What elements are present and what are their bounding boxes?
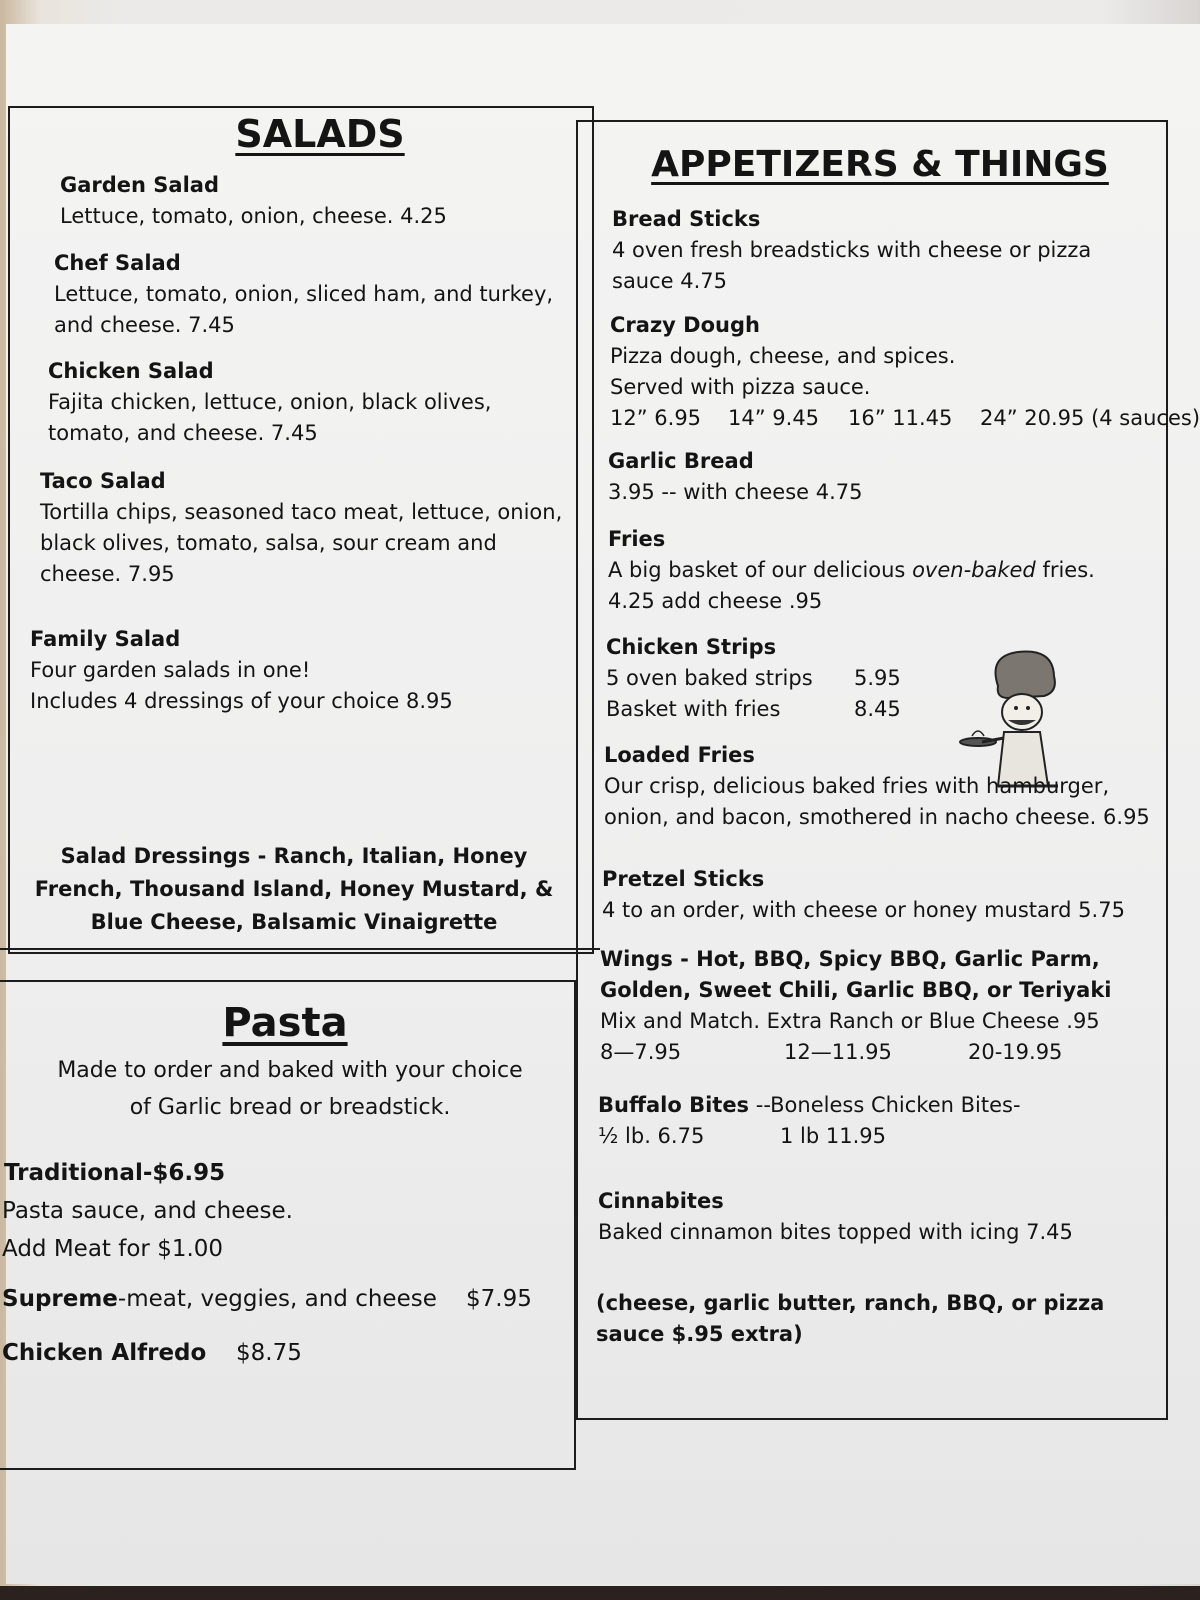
price-row: [598, 1121, 1021, 1152]
sauces-note: [596, 1288, 1104, 1350]
price-row: [600, 1037, 1112, 1068]
item-name: Chicken Salad: [48, 359, 214, 383]
item-name: Chef Salad: [54, 251, 181, 275]
item-description: Served with pizza sauce.: [610, 375, 871, 399]
item-description: Four garden salads in one!: [30, 658, 311, 682]
option-price: 12—11.95: [784, 1040, 892, 1064]
dressings-line: French, Thousand Island, Honey Mustard, &: [34, 877, 554, 901]
item-description: onion, and bacon, smothered in nacho cheese. 6.95: [604, 805, 1150, 829]
menu-item-fries: [608, 524, 1095, 617]
text: fries.: [1035, 558, 1095, 582]
item-price: -$6.95: [142, 1160, 226, 1186]
pasta-intro: [20, 1052, 560, 1126]
item-price: $7.95: [466, 1286, 532, 1312]
item-description: Lettuce, tomato, onion, cheese. 4.25: [60, 204, 447, 228]
salads-title: SALADS: [235, 112, 405, 156]
size-price: 12” 6.95: [610, 406, 702, 430]
item-description: Fajita chicken, lettuce, onion, black olives,: [48, 390, 492, 414]
item-description: [608, 555, 1095, 586]
item-description: cheese. 7.95: [40, 562, 175, 586]
item-title: [598, 1090, 1021, 1121]
item-name: Golden, Sweet Chili, Garlic BBQ, or Teriyaki: [600, 978, 1112, 1002]
divider: [0, 948, 600, 950]
menu-item-pretzel-sticks: [602, 864, 1125, 926]
item-name: Garden Salad: [60, 173, 219, 197]
option-price: 1 lb 11.95: [780, 1124, 886, 1148]
size-price: 16” 11.45: [848, 406, 953, 430]
item-description: and cheese. 7.45: [54, 313, 235, 337]
menu-item-crazy-dough: [610, 310, 1200, 434]
note-line: sauce $.95 extra): [596, 1322, 803, 1346]
dressings-line: Salad Dressings - Ranch, Italian, Honey: [60, 844, 528, 868]
pasta-intro-line: Made to order and baked with your choice: [57, 1058, 523, 1083]
item-description: Lettuce, tomato, onion, sliced ham, and turkey,: [54, 282, 554, 306]
menu-item-chef-salad: [54, 248, 553, 341]
item-description: --Boneless Chicken Bites-: [749, 1093, 1021, 1117]
item-name: Crazy Dough: [610, 313, 760, 337]
option-label: Basket with fries: [606, 697, 781, 721]
item-description: Pasta sauce, and cheese.: [2, 1198, 293, 1224]
option-label: 5 oven baked strips: [606, 666, 813, 690]
pasta-intro-line: of Garlic bread or breadstick.: [129, 1095, 451, 1120]
item-description: Includes 4 dressings of your choice 8.95: [30, 689, 453, 713]
salad-dressings-note: [24, 840, 564, 939]
menu-item-bread-sticks: [612, 204, 1091, 297]
menu-item-buffalo-bites: [598, 1090, 1021, 1152]
menu-item-family-salad: [30, 624, 453, 717]
option-price: 20-19.95: [968, 1040, 1063, 1064]
item-description: Tortilla chips, seasoned taco meat, lettuce, onion,: [40, 500, 563, 524]
menu-item-chicken-strips: [606, 632, 901, 725]
menu-item-taco-salad: [40, 466, 562, 590]
item-name: Loaded Fries: [604, 743, 755, 767]
item-name: Family Salad: [30, 627, 181, 651]
item-description: -meat, veggies, and cheese: [117, 1286, 437, 1312]
item-name: Fries: [608, 527, 666, 551]
menu-item-loaded-fries: [604, 740, 1150, 833]
item-description: 4 oven fresh breadsticks with cheese or pizza: [612, 238, 1092, 262]
size-price: 14” 9.45: [728, 406, 820, 430]
pasta-title: Pasta: [222, 1000, 348, 1046]
item-description: Our crisp, delicious baked fries with hamburger,: [604, 774, 1110, 798]
menu-item-supreme: [2, 1286, 437, 1312]
size-price: 24” 20.95 (4 sauces): [980, 406, 1200, 430]
item-description: 3.95 -- with cheese 4.75: [608, 480, 863, 504]
item-name: Buffalo Bites: [598, 1093, 750, 1117]
dressings-line: Blue Cheese, Balsamic Vinaigrette: [90, 910, 498, 934]
item-description: Mix and Match. Extra Ranch or Blue Cheese .95: [600, 1009, 1100, 1033]
item-price: $8.75: [236, 1340, 302, 1366]
option-price: 8.45: [854, 697, 901, 721]
option-price: ½ lb. 6.75: [598, 1124, 705, 1148]
menu-item-traditional: [4, 1160, 225, 1186]
menu-item-chicken-alfredo: [2, 1340, 206, 1366]
menu-item-cinnabites: [598, 1186, 1073, 1248]
menu-item-wings: [600, 944, 1112, 1068]
item-description: 4.25 add cheese .95: [608, 589, 823, 613]
price-row: [606, 663, 901, 694]
item-name: Pretzel Sticks: [602, 867, 765, 891]
item-name: Wings - Hot, BBQ, Spicy BBQ, Garlic Parm,: [600, 947, 1100, 971]
item-description: Add Meat for $1.00: [2, 1236, 224, 1262]
table-edge: [0, 1586, 1200, 1600]
menu-item-garden-salad: [60, 170, 447, 232]
option-price: 5.95: [854, 666, 901, 690]
item-description: Pizza dough, cheese, and spices.: [610, 344, 956, 368]
menu-item-chicken-salad: [48, 356, 491, 449]
item-description: sauce 4.75: [612, 269, 728, 293]
item-name: Supreme: [2, 1286, 118, 1312]
item-name: Taco Salad: [40, 469, 166, 493]
price-row: [606, 694, 901, 725]
item-description: 4 to an order, with cheese or honey mustard 5.75: [602, 898, 1125, 922]
item-description: tomato, and cheese. 7.45: [48, 421, 318, 445]
note-line: (cheese, garlic butter, ranch, BBQ, or pizza: [596, 1291, 1105, 1315]
item-name: Garlic Bread: [608, 449, 754, 473]
menu-item-garlic-bread: [608, 446, 862, 508]
item-description: black olives, tomato, salsa, sour cream and: [40, 531, 497, 555]
item-name: Traditional: [4, 1160, 143, 1186]
appetizers-title: APPETIZERS & THINGS: [651, 144, 1109, 185]
item-name: Chicken Alfredo: [2, 1340, 207, 1366]
size-prices: [610, 403, 1200, 434]
item-name: Cinnabites: [598, 1189, 724, 1213]
item-name: Bread Sticks: [612, 207, 761, 231]
item-description: Baked cinnamon bites topped with icing 7.45: [598, 1220, 1073, 1244]
item-name: Chicken Strips: [606, 635, 777, 659]
text: A big basket of our delicious: [608, 558, 913, 582]
option-price: 8—7.95: [600, 1040, 682, 1064]
text-emphasis: oven-baked: [912, 558, 1036, 582]
